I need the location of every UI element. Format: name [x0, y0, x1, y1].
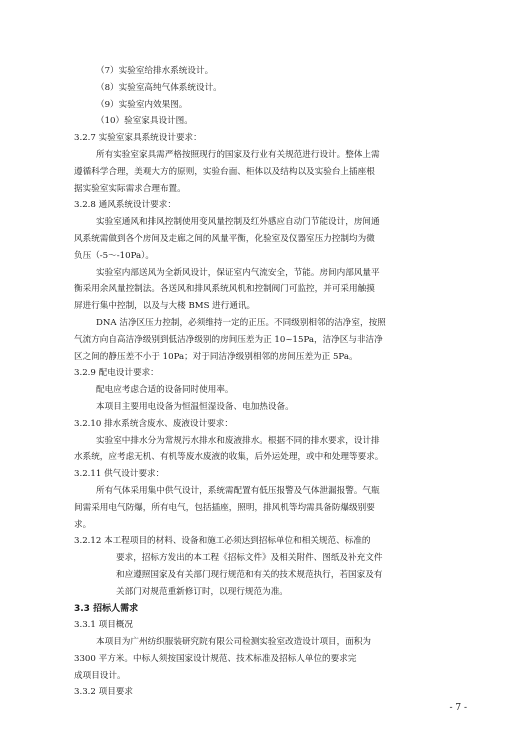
- text-line: 3.3.2 项目要求: [74, 687, 133, 698]
- text-line: 3300 平方米。中标人须按国家设计规范、技术标准及招标人单位的要求完: [74, 653, 357, 664]
- text-line: 风系统需做到各个房间及走廊之间的风量平衡，化验室及仪器室压力控制均为微: [74, 233, 375, 244]
- text-line: 实验室中排水分为常规污水排水和废液排水。根据不同的排水要求，设计排: [96, 435, 380, 446]
- text-line: 成项目设计。: [74, 670, 126, 681]
- text-line: 水系统，应考虑无机、有机等废水废液的收集，后外运处理，或中和处理等要求。: [74, 452, 384, 463]
- text-line: 3.2.10 排水系统含废水、废液设计要求：: [74, 418, 233, 429]
- text-line: 3.2.9 配电设计要求：: [74, 368, 159, 379]
- text-line: 本项目主要用电设备为恒温恒湿设备、电加热设备。: [96, 401, 294, 412]
- text-line: 3.2.7 实验室家具系统设计要求：: [74, 133, 202, 144]
- text-line: （10）验室家具设计图。: [96, 116, 193, 127]
- text-line: 气流方向自高洁净级别到低洁净级别的房间压差为正 10~15Pa，洁净区与非洁净: [74, 334, 383, 345]
- text-line: （7）实验室给排水系统设计。: [96, 66, 214, 76]
- text-line: 3.2.8 通风系统设计要求：: [74, 200, 176, 211]
- text-line: 据实验室实际需求合理布置。: [74, 183, 186, 194]
- text-line: 关部门对规范重新修订时，以现行规范为准。: [116, 586, 288, 597]
- text-line: 屏进行集中控制，以及与大楼 BMS 进行通讯。: [74, 301, 256, 312]
- text-line: 和应遵照国家及有关部门现行规范和有关的技术规范执行，若国家及有: [116, 569, 383, 580]
- text-line: 间需采用电气防爆，所有电气，包括插座，照明，排风机等均需具备防爆级别要: [74, 502, 375, 513]
- text-line: 实验室内部送风为全新风设计，保证室内气流安全，节能。房间内部风量平: [96, 267, 380, 278]
- text-line: 衡采用余风量控制法。各送风和排风系统风机和控制阀门可监控，并可采用触摸: [74, 284, 375, 295]
- text-line: 要求，招标方发出的本工程《招标文件》及相关附件、图纸及补充文件: [116, 553, 383, 564]
- text-line: 本项目为广州纺织服装研究院有限公司检测实验室改造设计项目，面积为: [96, 637, 372, 648]
- text-line: 所有气体采用集中供气设计，系统需配置有低压报警及气体泄漏报警。气瓶: [96, 485, 380, 496]
- text-line: 3.2.12 本工程项目的材料、设备和施工必须达到招标单位和相关规范、标准的: [74, 536, 371, 547]
- text-line: 实验室通风和排风控制使用变风量控制及红外感应自动门节能设计，房间通: [96, 217, 380, 228]
- text-line: 所有实验室家具需严格按照现行的国家及行业有关规范进行设计。整体上需: [96, 149, 380, 160]
- page-number: - 7 -: [449, 703, 467, 713]
- text-line: 遵循科学合理，美观大方的原则，实验台面、柜体以及结构以及实验台上插座根: [74, 166, 375, 177]
- text-line: 3.3.1 项目概况: [74, 620, 133, 631]
- text-line: （9）实验室内效果图。: [96, 99, 188, 110]
- text-line: （8）实验室高纯气体系统设计。: [96, 82, 222, 93]
- document-body: [74, 63, 460, 701]
- text-line: 3.2.11 供气设计要求：: [74, 469, 165, 480]
- text-line: 区之间的静压差不小于 10Pa；对于同洁净级别相邻的房间压差为正 5Pa。: [74, 351, 358, 362]
- section-heading: 3.3 招标人需求: [74, 603, 139, 614]
- text-line: DNA 洁净区压力控制，必须维持一定的正压。不同级别相邻的洁净室，按照: [96, 317, 386, 328]
- text-line: 求。: [74, 519, 92, 530]
- text-line: 配电应考虑合适的设备同时使用率。: [96, 385, 234, 396]
- text-line: 负压（-5～-10Pa）。: [74, 250, 154, 261]
